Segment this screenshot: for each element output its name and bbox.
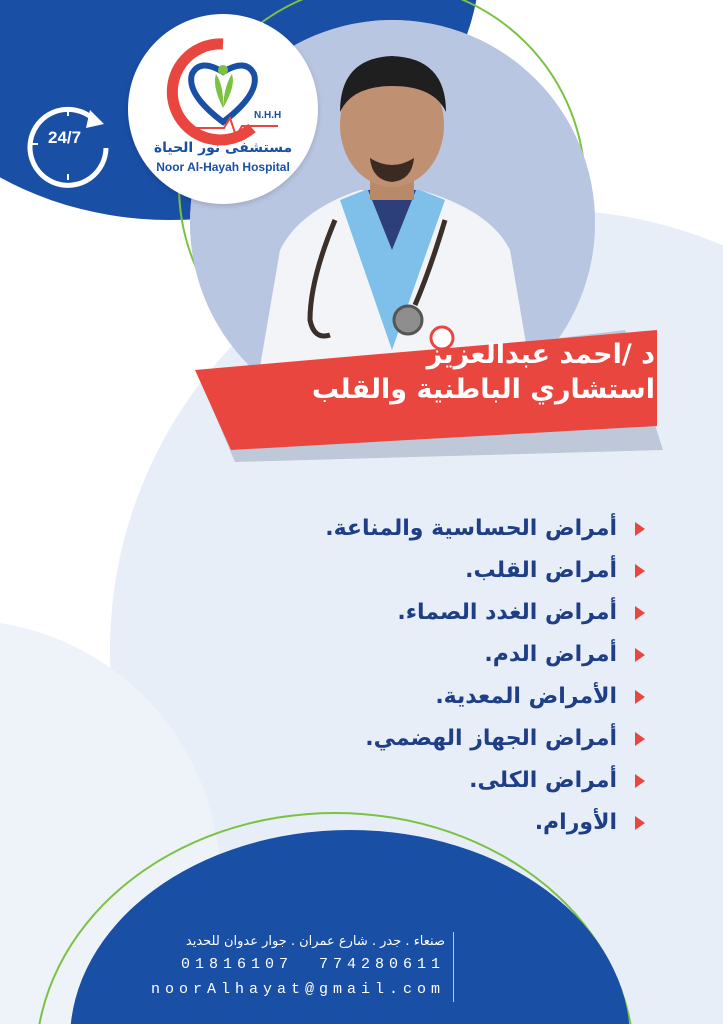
service-label: أمراض الغدد الصماء. xyxy=(397,600,617,625)
list-arrow-icon xyxy=(635,606,645,620)
address: صنعاء . جدر . شارع عمران . جوار عدوان للحديد xyxy=(185,934,445,949)
doctor-specialty: استشاري الباطنية والقلب xyxy=(311,374,655,405)
contact-info xyxy=(110,932,454,1002)
list-item xyxy=(185,676,645,718)
phone-number-1[interactable]: 01816107 xyxy=(180,956,293,973)
list-item xyxy=(185,634,645,676)
phone-numbers xyxy=(110,952,445,978)
service-label: أمراض القلب. xyxy=(465,558,617,583)
service-label: الأورام. xyxy=(534,810,617,835)
phone-number-2[interactable]: 774280611 xyxy=(318,956,445,973)
doctor-info xyxy=(235,338,655,408)
list-item xyxy=(185,718,645,760)
list-arrow-icon xyxy=(635,564,645,578)
list-item xyxy=(185,592,645,634)
email-address[interactable]: noorAlhayat@gmail.com xyxy=(150,981,445,998)
list-item xyxy=(185,760,645,802)
service-label: الأمراض المعدية. xyxy=(435,684,617,709)
service-label: أمراض الكلى. xyxy=(469,768,617,793)
heart-logo-icon xyxy=(128,14,318,204)
services-list xyxy=(185,508,645,844)
clock-24-7-icon xyxy=(20,96,120,192)
clock-label: 24/7 xyxy=(48,128,82,147)
list-item xyxy=(185,550,645,592)
hospital-logo xyxy=(128,14,318,204)
list-arrow-icon xyxy=(635,522,645,536)
service-label: أمراض الجهاز الهضمي. xyxy=(365,726,617,751)
list-item xyxy=(185,508,645,550)
service-label: أمراض الحساسية والمناعة. xyxy=(325,516,617,541)
list-arrow-icon xyxy=(635,690,645,704)
service-label: أمراض الدم. xyxy=(484,642,617,667)
list-arrow-icon xyxy=(635,732,645,746)
list-arrow-icon xyxy=(635,774,645,788)
doctor-name: د /احمد عبدالعزيز xyxy=(426,339,655,370)
logo-name-arabic: مستشفى نور الحياة xyxy=(153,140,293,156)
list-arrow-icon xyxy=(635,648,645,662)
list-arrow-icon xyxy=(635,816,645,830)
logo-name-english: Noor Al-Hayah Hospital xyxy=(156,160,290,174)
logo-initials: N.H.H xyxy=(254,110,282,121)
